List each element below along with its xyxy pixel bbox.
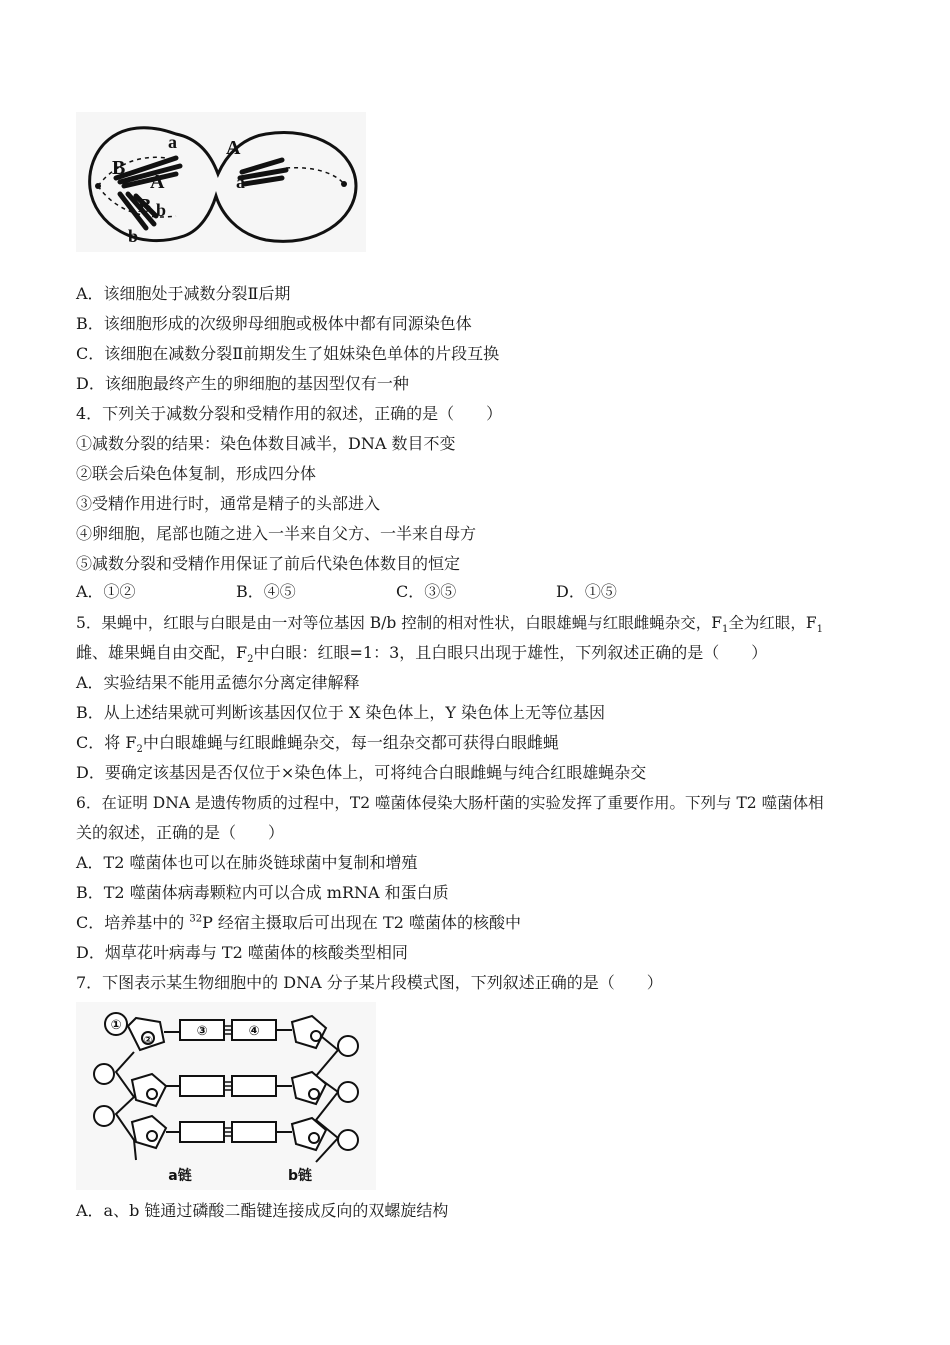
q4-option-c: C．③⑤ (396, 582, 457, 601)
q6-stem-line2: 关的叙述，正确的是（ ） (76, 823, 285, 842)
dna-fragment-figure (76, 1002, 376, 1190)
q5-stem-line2: 雌、雄果蝇自由交配，$F_2$中白眼：红眼=1：3，且白眼只出现于雄性，下列叙述正确的是（ ） (76, 643, 768, 666)
q3-option-d: D．该细胞最终产生的卵细胞的基因型仅有一种 (76, 374, 409, 393)
allele-label: a (168, 132, 177, 152)
chain-b-label: b链 (287, 1168, 313, 1184)
q6-option-d: D．烟草花叶病毒与 T2 噬菌体的核酸类型相同 (76, 943, 408, 962)
allele-label: A (226, 137, 241, 159)
allele-label: B (138, 195, 152, 217)
dna-mark-2: ② (143, 1035, 153, 1046)
q3-option-a: A．该细胞处于减数分裂Ⅱ后期 (76, 284, 291, 303)
q6-option-b: B．T2 噬菌体病毒颗粒内可以合成 mRNA 和蛋白质 (76, 883, 449, 902)
q7-option-a: A．a、b 链通过磷酸二酯键连接成反向的双螺旋结构 (76, 1201, 449, 1220)
q6-stem-line1: 6．在证明 DNA 是遗传物质的过程中，T2 噬菌体侵染大肠杆菌的实验发挥了重要作用。下列与 T2 噬菌体相 (76, 794, 824, 812)
q4-option-d: D．①⑤ (556, 582, 617, 601)
q4-item-5: ⑤减数分裂和受精作用保证了前后代染色体数目的恒定 (76, 554, 461, 573)
q4-options (76, 581, 716, 603)
q4-option-b: B．④⑤ (236, 582, 296, 601)
q3-option-c: C．该细胞在减数分裂Ⅱ前期发生了姐妹染色单体的片段互换 (76, 344, 500, 363)
q5-option-a: A．实验结果不能用孟德尔分离定律解释 (76, 673, 360, 692)
q4-option-a: A．①② (76, 582, 136, 601)
q6-option-a: A．T2 噬菌体也可以在肺炎链球菌中复制和增殖 (76, 853, 418, 872)
allele-label: B (112, 157, 126, 179)
q5-option-b: B．从上述结果就可判断该基因仅位于 X 染色体上，Y 染色体上无等位基因 (76, 703, 605, 722)
dna-mark-1: ① (110, 1018, 122, 1033)
q4-item-3: ③受精作用进行时，通常是精子的头部进入 (76, 494, 381, 513)
q5-stem-line1: 5．果蝇中，红眼与白眼是由一对等位基因 B/b 控制的相对性状，白眼雄蝇与红眼雌蝇杂交，$F_1$全为红眼，$F_1$ (76, 614, 824, 636)
q6-option-c: C．培养基中的 $^{32}$P 经宿主摄取后可出现在 T2 噬菌体的核酸中 (76, 913, 521, 932)
allele-label: b (156, 200, 167, 220)
dna-mark-3: ③ (196, 1024, 208, 1039)
allele-label: A (150, 171, 165, 193)
q4-item-1: ①减数分裂的结果：染色体数目减半，DNA 数目不变 (76, 434, 456, 453)
q7-stem: 7．下图表示某生物细胞中的 DNA 分子某片段模式图，下列叙述正确的是（ ） (76, 973, 663, 992)
q5-option-c: C．将 $F_2$中白眼雄蝇与红眼雌蝇杂交，每一组杂交都可获得白眼雌蝇 (76, 733, 559, 756)
q3-option-b: B．该细胞形成的次级卵母细胞或极体中都有同源染色体 (76, 314, 472, 333)
allele-label: a (236, 172, 245, 192)
dna-mark-4: ④ (248, 1024, 260, 1039)
q4-stem: 4．下列关于减数分裂和受精作用的叙述，正确的是（ ） (76, 404, 503, 423)
allele-label: b (128, 226, 139, 246)
chain-a-label: a链 (168, 1168, 192, 1184)
q4-item-4: ④卵细胞，尾部也随之进入一半来自父方、一半来自母方 (76, 524, 477, 543)
q5-option-d: D．要确定该基因是否仅位于×染色体上，可将纯合白眼雌蝇与纯合红眼雄蝇杂交 (76, 763, 647, 782)
q4-item-2: ②联会后染色体复制，形成四分体 (76, 464, 317, 483)
cell-division-figure (76, 112, 366, 252)
